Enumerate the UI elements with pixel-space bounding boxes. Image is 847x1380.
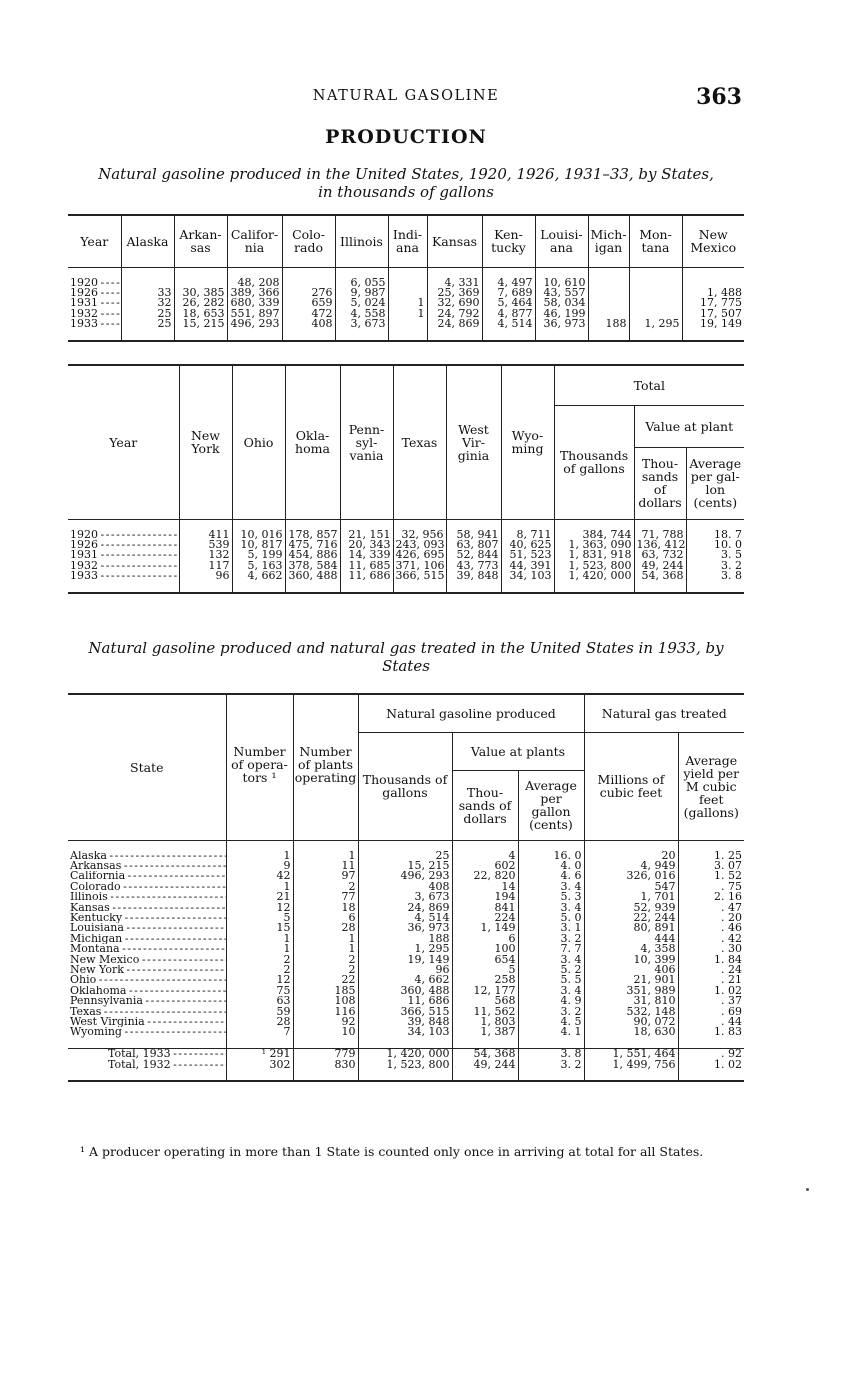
table-row: Colorado - - - 1 2 408 14 3. 4 547 . 75 — [68, 882, 744, 892]
table-row: 1926 - - - 33 30, 385 389, 366 276 9, 987 25, 369 7, 689 43, 557 1, 488 — [68, 288, 744, 298]
running-header — [68, 84, 744, 110]
t1-col-arkansas: Arkan-sas — [174, 215, 227, 267]
table-row: 1933 - - - 25 15, 215 496, 293 408 3, 673 24, 869 4, 514 36, 973 188 1, 295 19, 149 — [68, 319, 744, 329]
t3-col-gas-treated: Natural gas treated — [584, 694, 744, 732]
table-row: Illinois - - - 21 77 3, 673 194 5. 3 1, 701 2. 16 — [68, 892, 744, 902]
t1-col-california: Califor-nia — [227, 215, 282, 267]
table-row: Michigan - - - 1 1 188 6 3. 2 444 . 42 — [68, 934, 744, 944]
section-title: PRODUCTION — [325, 126, 487, 148]
t1-col-montana: Mon-tana — [629, 215, 682, 267]
t3-col-thousands-gallons: Thousands of gallons — [358, 732, 452, 840]
footnote: ¹ A producer operating in more than 1 State is counted only once in arriving at total for all States. — [80, 1144, 704, 1159]
production-table-1 — [68, 214, 744, 342]
table-row: New York - - - 2 2 96 5 5. 2 406 . 24 — [68, 965, 744, 975]
table-row: 1931 - - - 132 5, 199 454, 886 14, 339 426, 695 52, 844 51, 523 1, 831, 918 63, 732 3. 5 — [68, 550, 744, 560]
t1-col-new-mexico: New Mexico — [682, 215, 744, 267]
table-row: New Mexico - - - 2 2 19, 149 654 3. 4 10, 399 1. 84 — [68, 955, 744, 965]
t1-col-louisiana: Louisi-ana — [535, 215, 588, 267]
table-row: Wyoming - - - 7 10 34, 103 1, 387 4. 1 18, 630 1. 83 — [68, 1027, 744, 1037]
t2-col-oklahoma: Okla-homa — [285, 365, 340, 519]
t2-col-value-at-plant: Value at plant — [634, 405, 744, 447]
page-number: 363 — [696, 84, 742, 110]
table-row: Oklahoma - - - 75 185 360, 488 12, 177 3. 4 351, 989 1. 02 — [68, 986, 744, 996]
table-row: Montana - - - 1 1 1, 295 100 7. 7 4, 358 . 30 — [68, 944, 744, 954]
table-row: Alaska - - - 1 1 25 4 16. 0 20 1. 25 — [68, 851, 744, 861]
t2-col-new-york: New York — [179, 365, 232, 519]
t3-col-value-at-plants: Value at plants — [452, 732, 584, 770]
table-row: 1933 - - - 96 4, 662 360, 488 11, 686 366, 515 39, 848 34, 103 1, 420, 000 54, 368 3. 8 — [68, 571, 744, 581]
table-row: Texas - - - 59 116 366, 515 11, 562 3. 2 532, 148 . 69 — [68, 1007, 744, 1017]
table3-caption — [68, 639, 744, 675]
t2-col-average-per-gallon: Average per gal-lon (cents) — [686, 447, 744, 519]
t1-col-michigan: Mich-igan — [588, 215, 629, 267]
t1-col-colorado: Colo-rado — [282, 215, 335, 267]
t3-col-operators: Number of opera-tors ¹ — [226, 694, 293, 840]
t1-col-kansas: Kansas — [427, 215, 482, 267]
table-row: Kansas - - - 12 18 24, 869 841 3. 4 52, 939 . 47 — [68, 903, 744, 913]
table-row: West Virginia - - - 28 92 39, 848 1, 803 4. 5 90, 072 . 44 — [68, 1017, 744, 1027]
table-row: Kentucky - - - 5 6 4, 514 224 5. 0 22, 244 . 20 — [68, 913, 744, 923]
t3-col-average-per-gallon: Average per gallon (cents) — [518, 770, 584, 840]
t2-col-thousands-gallons: Thousands of gallons — [554, 405, 634, 519]
table1-caption-line2: in thousands of gallons — [318, 183, 494, 201]
table-row: 1932 - - - 25 18, 653 551, 897 472 4, 558 1 24, 792 4, 877 46, 199 17, 507 — [68, 309, 744, 319]
page-speck — [806, 1188, 809, 1191]
running-title: NATURAL GASOLINE — [312, 88, 500, 104]
table-row: Louisiana - - - 15 28 36, 973 1, 149 3. 1 80, 891 . 46 — [68, 923, 744, 933]
table1-caption-line1: Natural gasoline produced in the United States, 1920, 1926, 1931–33, by States, — [98, 165, 714, 183]
t2-col-ohio: Ohio — [232, 365, 285, 519]
table-row: 1931 - - - 32 26, 282 680, 339 659 5, 024 1 32, 690 5, 464 58, 034 17, 775 — [68, 298, 744, 308]
production-table-2 — [68, 364, 744, 594]
t2-col-total: Total — [554, 365, 744, 405]
table-row: 1920 - - - 411 10, 016 178, 857 21, 151 32, 956 58, 941 8, 711 384, 744 71, 788 18. 7 — [68, 530, 744, 540]
table1-caption — [68, 165, 744, 201]
t1-col-illinois: Illinois — [335, 215, 388, 267]
t3-col-thousands-dollars: Thou-sands of dollars — [452, 770, 518, 840]
table3-caption-line1: Natural gasoline produced and natural gas treated in the United States in 1933, by — [88, 639, 724, 657]
table-row: 1926 - - - 539 10, 817 475, 716 20, 343 243, 093 63, 807 40, 625 1, 363, 090 136, 412 10. 0 — [68, 540, 744, 550]
t3-col-plants: Number of plants operating — [293, 694, 358, 840]
t3-col-average-yield: Average yield per M cubic feet (gallons) — [678, 732, 744, 840]
table-row: 1920 - - - 48, 208 6, 055 4, 331 4, 497 10, 610 — [68, 278, 744, 288]
table1-header-row — [68, 215, 744, 267]
t1-col-indiana: Indi-ana — [388, 215, 427, 267]
t2-col-thousands-dollars: Thou-sands of dollars — [634, 447, 686, 519]
t2-col-wyoming: Wyo-ming — [501, 365, 554, 519]
t3-col-millions-cubic-feet: Millions of cubic feet — [584, 732, 678, 840]
t1-col-year: Year — [68, 215, 121, 267]
table-row: California - - - 42 97 496, 293 22, 820 4. 6 326, 016 1. 52 — [68, 871, 744, 881]
t1-col-alaska: Alaska — [121, 215, 174, 267]
t1-col-kentucky: Ken-tucky — [482, 215, 535, 267]
table-row: Ohio - - - 12 22 4, 662 258 5. 5 21, 901 . 21 — [68, 975, 744, 985]
gas-treated-table — [68, 693, 744, 1082]
table-row: 1932 - - - 117 5, 163 378, 584 11, 685 371, 106 43, 773 44, 391 1, 523, 800 49, 244 3. 2 — [68, 561, 744, 571]
t2-col-year: Year — [68, 365, 179, 519]
table3-caption-line2: States — [382, 657, 430, 675]
t3-body — [68, 840, 744, 1081]
total-row: Total, 1932 - - - 302 830 1, 523, 800 49, 244 3. 2 1, 499, 756 1. 02 — [68, 1059, 744, 1070]
t3-col-gasoline-produced: Natural gasoline produced — [358, 694, 584, 732]
table-row: Pennsylvania - - - 63 108 11, 686 568 4. 9 31, 810 . 37 — [68, 996, 744, 1006]
t3-col-state: State — [68, 694, 226, 840]
t2-col-west-virginia: West Vir-ginia — [446, 365, 501, 519]
table-row: Arkansas - - - 9 11 15, 215 602 4. 0 4, 949 3. 07 — [68, 861, 744, 871]
t2-col-texas: Texas — [393, 365, 446, 519]
t2-col-pennsylvania: Penn-syl-vania — [340, 365, 393, 519]
total-row: Total, 1933 - - - ¹ 291 779 1, 420, 000 54, 368 3. 8 1, 551, 464 . 92 — [68, 1048, 744, 1059]
